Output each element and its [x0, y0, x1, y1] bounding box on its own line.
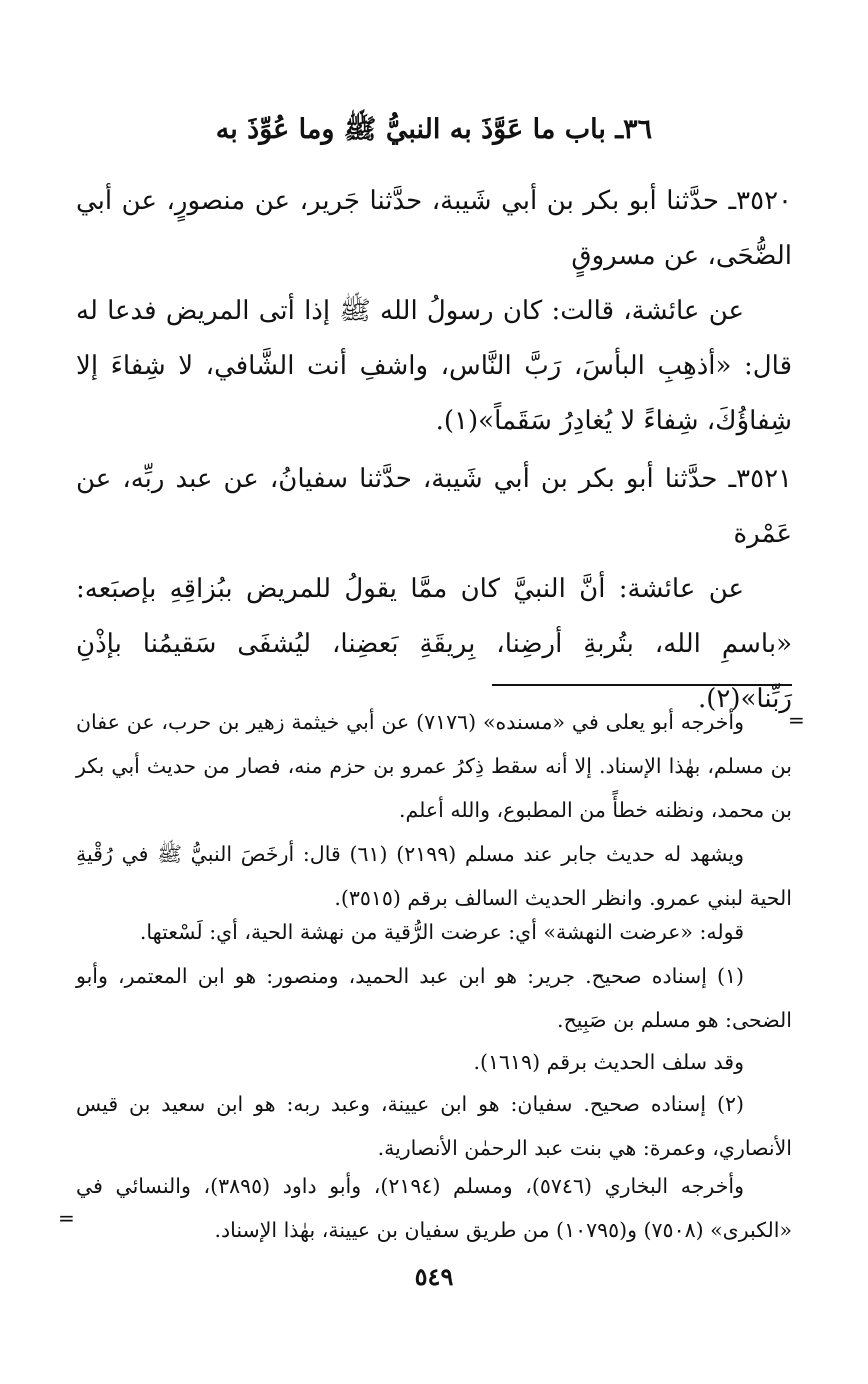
footnote-1-note: وقد سلف الحديث برقم (١٦١٩).	[473, 1050, 744, 1074]
footnote-separator	[492, 684, 792, 686]
hadith-3521-isnad: ٣٥٢١ـ حدَّثنا أبو بكر بن أبي شَيبة، حدَّثنا سفيانُ، عن عبد ربِّه، عن عَمْرة	[76, 464, 792, 549]
footnote-1: (١) إسناده صحيح. جرير: هو ابن عبد الحميد، ومنصور: هو ابن المعتمر، وأبو الضحى: هو مسلم بن صَبِيح.	[76, 964, 792, 1032]
footnote-continuation-b: ويشهد له حديث جابر عند مسلم (٢١٩٩) (٦١) قال: أرخَصَ النبيُّ ﷺ في رُقْيةِ الحية لبني عمرو. وانظر الحديث السالف برقم (٣٥١٥).	[76, 842, 792, 910]
hadith-3521-matn: عن عائشة: أنَّ النبيَّ كان ممَّا يقولُ للمريض ببُزاقِهِ بإصبَعه: «باسمِ الله، بتُربةِ أرضِنا، بِريقَةِ بَعضِنا، ليُشفَى سَقيمُنا بإذْنِ رَبِّنا»(٢).	[76, 574, 792, 714]
continuation-mark-bottom: =	[58, 1206, 75, 1230]
footnote-2-note: وأخرجه البخاري (٥٧٤٦)، ومسلم (٢١٩٤)، وأبو داود (٣٨٩٥)، والنسائي في «الكبرى» (٧٥٠٨) و(١٠٧٩٥) من طريق سفيان بن عيينة، بهٰذا الإسناد.	[76, 1174, 792, 1242]
footnote-2: (٢) إسناده صحيح. سفيان: هو ابن عيينة، وعبد ربه: هو ابن سعيد بن قيس الأنصاري، وعمرة: هي بنت عبد الرحمٰن الأنصارية.	[76, 1092, 792, 1160]
footnote-continuation-a: وأخرجه أبو يعلى في «مسنده» (٧١٧٦) عن أبي خيثمة زهير بن حرب، عن عفان بن مسلم، بهٰذا الإسناد. إلا أنه سقط ذِكرُ عمرو بن حزم منه، فصار من حديث أبي بكر بن محمد، ونظنه خطأً من المطبوع، والله أعلم.	[76, 710, 792, 822]
hadith-3520-isnad: ٣٥٢٠ـ حدَّثنا أبو بكر بن أبي شَيبة، حدَّثنا جَرير، عن منصورٍ، عن أبي الضُّحَى، عن مسروقٍ	[76, 186, 792, 271]
chapter-heading: ٣٦ـ باب ما عَوَّذَ به النبيُّ ﷺ وما عُوِّذَ به	[215, 114, 653, 145]
footnote-continuation-c: قوله: «عرضت النهشة» أي: عرضت الرُّقية من نهشة الحية، أي: لَسْعتها.	[139, 920, 744, 944]
continuation-mark-top: =	[788, 708, 805, 732]
page-number: ٥٤٩	[414, 1262, 454, 1291]
hadith-3520-matn: عن عائشة، قالت: كان رسولُ الله ﷺ إذا أتى المريض فدعا له قال: «أذهِبِ البأسَ، رَبَّ النَّاس، واشفِ أنت الشَّافي، لا شِفاءَ إلا شِفاؤُكَ، شِفاءً لا يُغادِرُ سَقَماً»(١).	[76, 296, 792, 436]
book-page	[76, 0, 792, 1384]
